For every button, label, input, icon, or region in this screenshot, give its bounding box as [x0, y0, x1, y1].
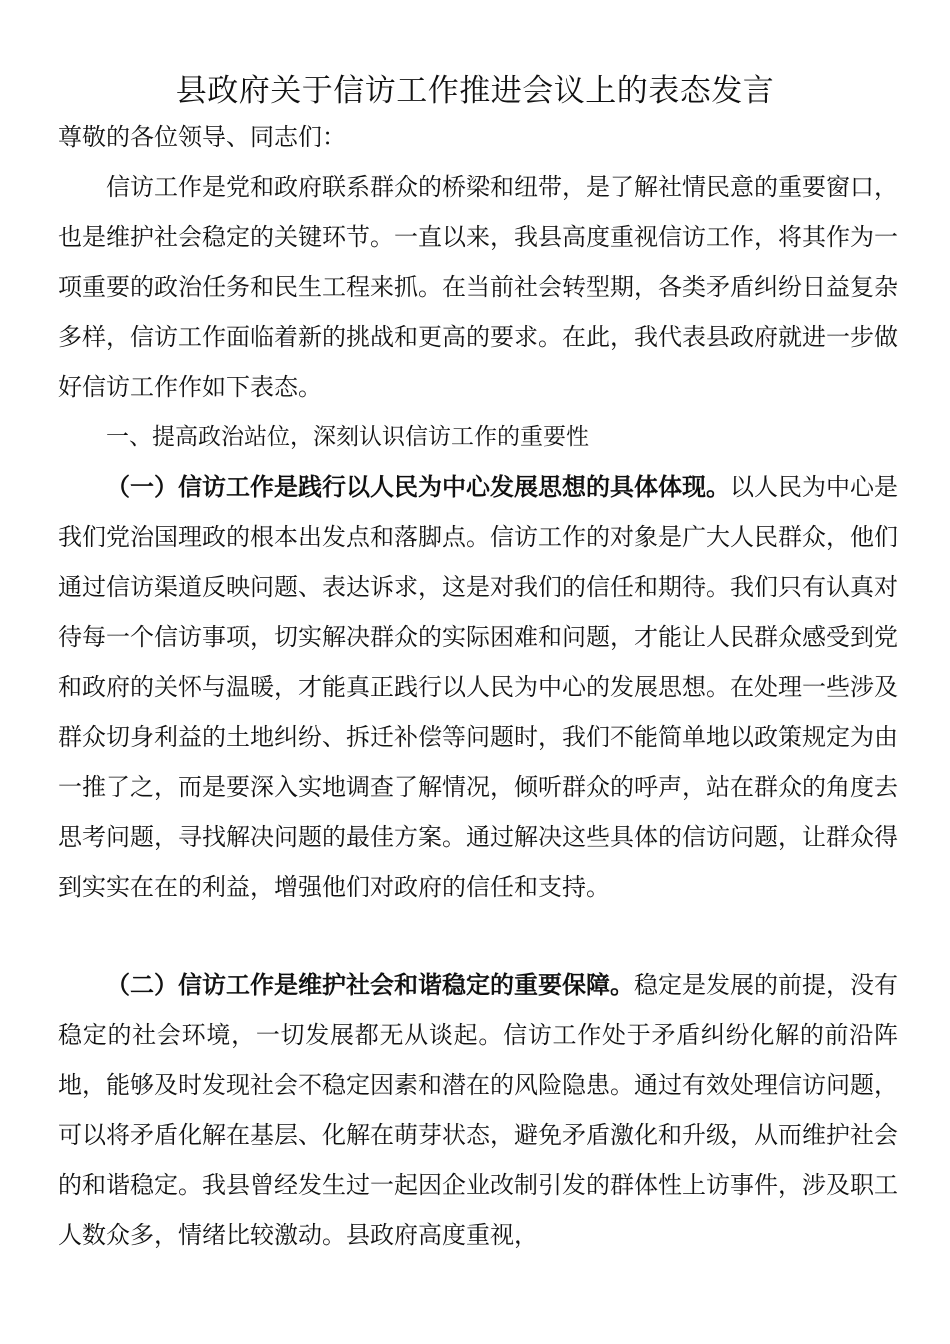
- item-2-lead: 信访工作是维护社会和谐稳定的重要保障。: [178, 971, 634, 999]
- item-1-number: （一）: [106, 473, 178, 501]
- item-1-body: 以人民为中心是我们党治国理政的根本出发点和落脚点。信访工作的对象是广大人民群众，他们通过信访渠道反映问题、表达诉求，这是对我们的信任和期待。我们只有认真对待每一个信访事项，切实解决群众的实际困难和问题，才能让人民群众感受到党和政府的关怀与温暖，才能真正践行以人民为中心的发展思想。在处理一些涉及群众切身利益的土地纠纷、拆迁补偿等问题时，我们不能简单地以政策规定为由一推了之，而是要深入实地调查了解情况，倾听群众的呼声，站在群众的角度去思考问题，寻找解决问题的最佳方案。通过解决这些具体的信访问题，让群众得到实实在在的利益，增强他们对政府的信任和支持。: [58, 473, 898, 901]
- item-2-paragraph: [58, 960, 898, 1260]
- item-1-lead: 信访工作是践行以人民为中心发展思想的具体体现。: [178, 473, 730, 501]
- item-2-body: 稳定是发展的前提，没有稳定的社会环境，一切发展都无从谈起。信访工作处于矛盾纠纷化解的前沿阵地，能够及时发现社会不稳定因素和潜在的风险隐患。通过有效处理信访问题，可以将矛盾化解在基层、化解在萌芽状态，避免矛盾激化和升级，从而维护社会的和谐稳定。我县曾经发生过一起因企业改制引发的群体性上访事件，涉及职工人数众多，情绪比较激动。县政府高度重视，: [58, 971, 898, 1249]
- item-1-paragraph: [58, 462, 898, 912]
- salutation: 尊敬的各位领导、同志们：: [58, 123, 346, 151]
- document-title: 县政府关于信访工作推进会议上的表态发言: [175, 73, 775, 109]
- section-heading: 一、提高政治站位，深刻认识信访工作的重要性: [106, 424, 589, 450]
- item-2-number: （二）: [106, 971, 178, 999]
- intro-paragraph: 信访工作是党和政府联系群众的桥梁和纽带，是了解社情民意的重要窗口，也是维护社会稳定的关键环节。一直以来，我县高度重视信访工作，将其作为一项重要的政治任务和民生工程来抓。在当前社会转型期，各类矛盾纠纷日益复杂多样，信访工作面临着新的挑战和更高的要求。在此，我代表县政府就进一步做好信访工作作如下表态。: [58, 173, 898, 401]
